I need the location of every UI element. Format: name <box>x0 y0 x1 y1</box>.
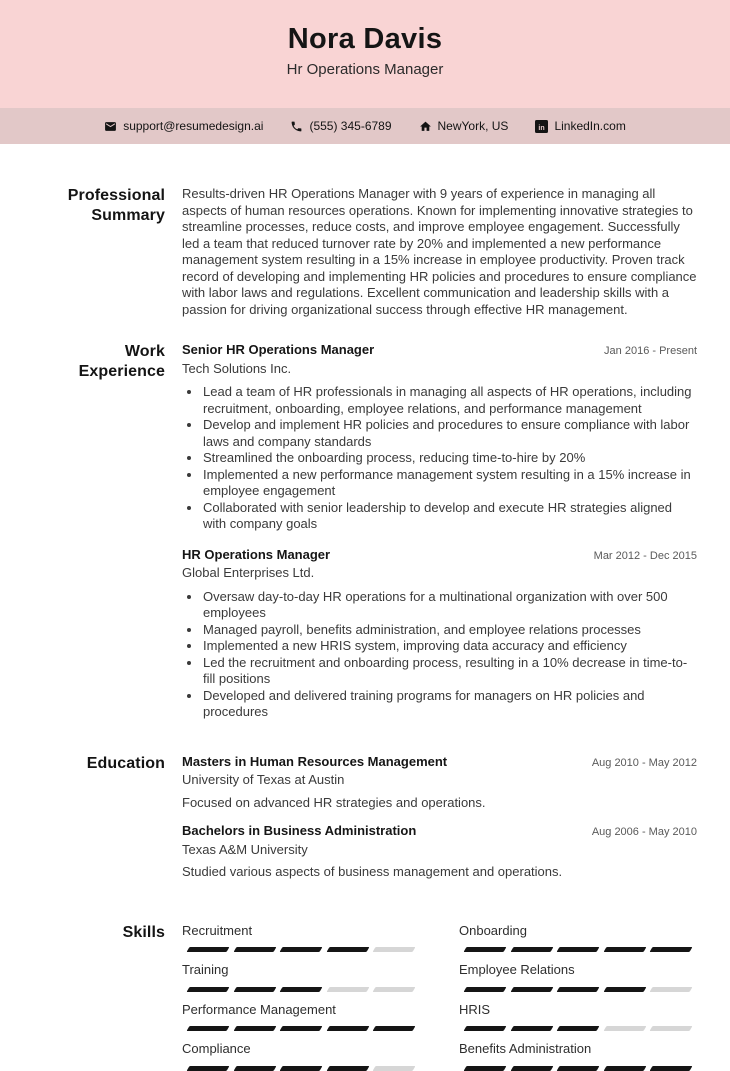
skill-item <box>459 1041 697 1071</box>
skill-name: Onboarding <box>459 922 527 938</box>
resume-body <box>0 144 730 1071</box>
school-name: Texas A&M University <box>182 841 308 857</box>
job-bullet: • Developed and delivered training programs for managers on HR policies and procedures <box>202 688 697 721</box>
job-bullet: • Oversaw day-to-day HR operations for a multinational organization with over 500 employees <box>202 589 697 622</box>
skill-meter <box>459 987 697 992</box>
section-label-education: Education <box>86 754 165 772</box>
envelope-icon <box>104 120 117 133</box>
degree-description: Studied various aspects of business management and operations. <box>182 864 563 879</box>
contact-bar <box>0 108 730 144</box>
section-label-skills: Skills <box>122 923 165 941</box>
degree-title: Masters in Human Resources Management <box>182 753 448 769</box>
job-bullet: • Collaborated with senior leadership to develop and execute HR strategies aligned with company goals <box>202 500 697 533</box>
skill-item <box>182 1002 420 1032</box>
skill-item <box>459 1002 697 1032</box>
job-bullet: • Lead a team of HR professionals in managing all aspects of HR operations, including recruitment, onboarding, employee relations, and performance management <box>202 384 697 417</box>
home-icon <box>419 120 432 133</box>
phone-icon <box>290 120 303 133</box>
job-bullet: • Streamlined the onboarding process, reducing time-to-hire by 20% <box>202 450 697 467</box>
contact-linkedin-text: LinkedIn.com <box>554 119 626 133</box>
skill-meter <box>182 1066 420 1071</box>
job-bullet: • Implemented a new HRIS system, improving data accuracy and efficiency <box>202 638 697 655</box>
contact-location[interactable] <box>419 119 509 133</box>
candidate-name: Nora Davis <box>287 23 443 55</box>
degree-title: Bachelors in Business Administration <box>182 823 417 838</box>
work-entry-1 <box>182 342 697 533</box>
skill-meter <box>459 1066 697 1071</box>
contact-phone[interactable] <box>290 119 391 133</box>
linkedin-icon <box>535 120 548 133</box>
job-bullet: • Led the recruitment and onboarding process, resulting in a 10% decrease in time-to-fill positions <box>202 655 697 688</box>
skill-item <box>459 923 697 953</box>
contact-email[interactable] <box>104 119 263 133</box>
skill-meter <box>459 1026 697 1031</box>
job-dates: Jan 2016 - Present <box>604 345 697 357</box>
work-entry-2 <box>182 547 697 721</box>
summary-text: Results-driven HR Operations Manager with 9 years of experience in managing all aspects of human resources operations. Known for implementing innovative strategies to streamline processes, reduce costs, and improve employee engagement. Successfully led a team that reduced turnover rate by 20% and implemented a new performance management system resulting in a 15% increase in employee productivity. Proven track record of developing and implementing HR policies and procedures to ensure compliance with labor laws and regulations. Excellent communication and leadership skills with a passion for driving organizational success through effective HR management. <box>182 186 697 317</box>
skill-meter <box>182 947 420 952</box>
degree-dates: Aug 2010 - May 2012 <box>591 756 697 769</box>
skill-meter <box>182 987 420 992</box>
section-skills <box>60 923 697 1071</box>
education-entry-1 <box>182 754 697 812</box>
degree-description: Focused on advanced HR strategies and operations. <box>182 794 486 810</box>
section-professional-summary <box>60 186 697 318</box>
skill-name: Compliance <box>182 1041 251 1056</box>
skills-grid <box>182 923 697 1071</box>
skill-name: Recruitment <box>182 922 253 938</box>
job-bullet: • Develop and implement HR policies and procedures to ensure compliance with labor laws and company standards <box>202 417 697 450</box>
skill-meter <box>182 1026 420 1031</box>
section-work-experience <box>60 342 697 721</box>
skill-item <box>182 1041 420 1071</box>
job-bullet-list <box>182 589 697 721</box>
skill-item <box>182 962 420 992</box>
contact-linkedin[interactable] <box>535 119 625 133</box>
contact-phone-text: (555) 345-6789 <box>309 119 392 133</box>
skill-name: Benefits Administration <box>459 1041 592 1056</box>
resume-header <box>0 0 730 108</box>
skill-name: Training <box>182 962 229 977</box>
skill-item <box>459 962 697 992</box>
degree-dates: Aug 2006 - May 2010 <box>591 826 697 838</box>
job-company: Tech Solutions Inc. <box>182 360 292 376</box>
section-education <box>60 754 697 881</box>
job-bullet: • Implemented a new performance management system resulting in a 15% increase in employee engagement <box>202 467 697 500</box>
job-company: Global Enterprises Ltd. <box>182 565 315 580</box>
section-label-work: Work Experience <box>78 343 165 380</box>
skill-name: HRIS <box>459 1001 491 1017</box>
skill-name: Employee Relations <box>459 962 575 977</box>
contact-email-text: support@resumedesign.ai <box>123 119 264 133</box>
skill-item <box>182 923 420 953</box>
job-bullet: • Managed payroll, benefits administration, and employee relations processes <box>202 622 697 639</box>
job-title: Senior HR Operations Manager <box>182 342 375 357</box>
svg-text:in: in <box>538 124 546 132</box>
job-dates: Mar 2012 - Dec 2015 <box>593 549 697 562</box>
candidate-title: Hr Operations Manager <box>286 61 444 79</box>
section-label-summary: Professional Summary <box>67 187 165 224</box>
education-entry-2 <box>182 823 697 881</box>
job-bullet-list <box>182 384 697 533</box>
school-name: University of Texas at Austin <box>182 772 345 787</box>
skill-name: Performance Management <box>182 1001 336 1017</box>
skill-meter <box>459 947 697 952</box>
contact-location-text: NewYork, US <box>437 119 509 133</box>
job-title: HR Operations Manager <box>182 546 331 562</box>
